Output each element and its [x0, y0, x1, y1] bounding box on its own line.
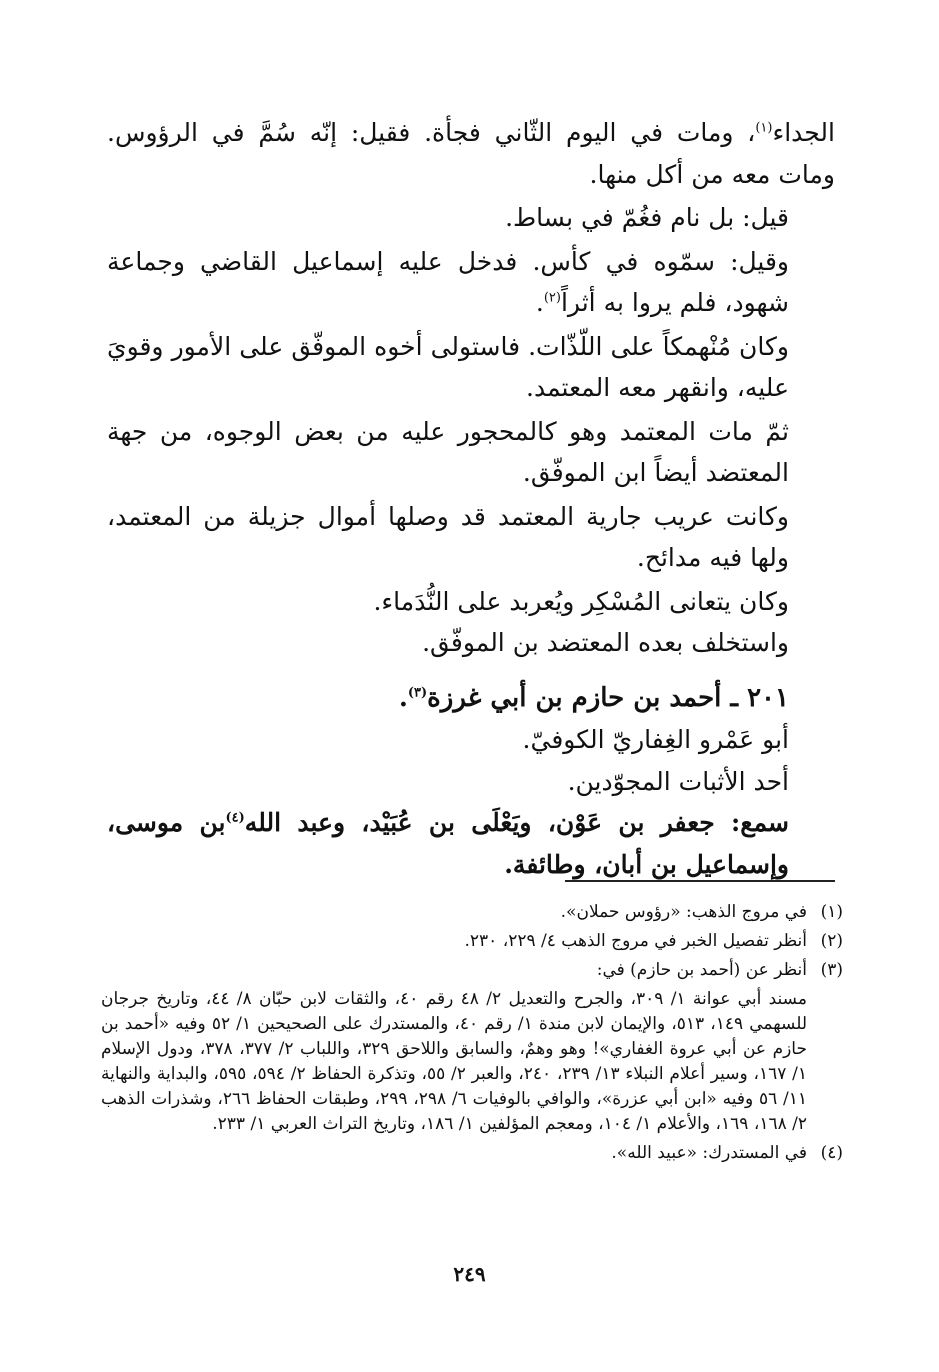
- footnote-ref-2: (٢): [543, 290, 561, 306]
- text-run: ، ومات في اليوم الثّاني فجأة. فقيل: إنّه سُمَّ في الرؤوس. ومات معه من أكل منها.: [107, 118, 835, 189]
- footnote-text: أنظر تفصيل الخبر في مروج الذهب ٤/ ٢٢٩، ٢٣٠.: [464, 931, 807, 951]
- footnote-ref-1: (١): [755, 120, 773, 136]
- footnote-number: (٤): [820, 1143, 843, 1163]
- text-run: الجداء: [772, 118, 835, 147]
- paragraph-2: قيل: بل نام فغُمّ في بساط.: [505, 203, 789, 232]
- text-run: بن موسى، وإسماعيل بن أبان، وطائفة.: [107, 808, 789, 879]
- footnote-2: [101, 929, 843, 954]
- paragraph-4: وكان مُنْهمكاً على اللّذّات. فاستولى أخوه الموفّق على الأمور وقويَ عليه، وانقهر معه المعتمد.: [107, 331, 789, 402]
- heading-text: ٢٠١ ـ أحمد بن حازم بن أبي غرزة: [427, 682, 789, 713]
- footnote-divider: [565, 880, 835, 882]
- biography-heading: [107, 678, 835, 720]
- footnote-ref-4: (٤): [225, 810, 245, 826]
- text-run: سمع: جعفر بن عَوْن، ويَعْلَى بن عُبَيْد، وعبد الله: [244, 808, 789, 837]
- paragraph-11: [107, 802, 835, 885]
- text-run: .: [398, 682, 408, 713]
- footnote-3: [101, 958, 843, 983]
- paragraph-9: أبو عَمْرو الغِفاريّ الكوفيّ.: [522, 725, 789, 754]
- paragraph-10: أحد الأثبات المجوّدين.: [567, 766, 789, 796]
- paragraph-3: [107, 241, 835, 324]
- footnote-1: [101, 900, 843, 925]
- paragraph-6: وكانت عريب جارية المعتمد قد وصلها أموال جزيلة من المعتمد، ولها فيه مدائح.: [107, 501, 789, 572]
- footnotes: [101, 900, 843, 1170]
- footnote-ref-3: (٣): [407, 684, 428, 700]
- paragraph-7: وكان يتعانى المُسْكِر ويُعربد على النُّدَماء.: [373, 586, 789, 616]
- page-number: ٢٤٩: [453, 1262, 486, 1286]
- footnote-number: (٢): [820, 931, 843, 951]
- footnote-text: في مروج الذهب: «رؤوس حملان».: [560, 902, 807, 922]
- text-run: .: [535, 288, 544, 317]
- paragraph-1: [107, 112, 835, 195]
- footnote-3-sources: مسند أبي عوانة ١/ ٣٠٩، والجرح والتعديل ٢/ ٤٨ رقم ٤٠، والثقات لابن حبّان ٨/ ٤٤، وتاريخ جرجان للسهمي ١٤٩، ٥١٣، والإيمان لابن مندة ١/ رقم ٤٠، والمستدرك على الصحيحين ١/ ٥٢ وفيه «أحمد بن حازم عن أبي عروة الغفاري»! وهو وهمٌ، والسابق واللاحق ٣٢٩، واللباب ٢/ ٣٧٧، ٣٧٨، ودول الإسلام ١/ ١٦٧، وسير أعلام النبلاء ١٣/ ٢٣٩، ٢٤٠، والعبر ٢/ ٥٥، وتذكرة الحفاظ ٢/ ٥٩٤، ٥٩٥، والبداية والنهاية ١١/ ٥٦ وفيه «ابن أبي عزرة»، والوافي بالوفيات ٦/ ٢٩٨، ٢٩٩، وطبقات الحفاظ ٢٦٦، وشذرات الذهب ٢/ ١٦٨، ١٦٩، والأعلام ١/ ١٠٤، ومعجم المؤلفين ١/ ١٨٦، وتاريخ التراث العربي ١/ ٢٣٣.: [101, 989, 808, 1134]
- footnote-4: [101, 1141, 843, 1166]
- paragraph-5: ثمّ مات المعتمد وهو كالمحجور عليه من بعض الوجوه، من جهة المعتضد أيضاً ابن الموفّق.: [107, 416, 789, 487]
- footnote-number: (٣): [820, 960, 843, 980]
- footnote-text: في المستدرك: «عبيد الله».: [611, 1143, 807, 1163]
- footnote-number: (١): [820, 902, 843, 922]
- text-run: وقيل: سمّوه في كأس. فدخل عليه إسماعيل القاضي وجماعة شهود، فلم يروا به أثراً: [107, 246, 789, 317]
- main-text: [107, 112, 835, 885]
- footnote-text: أنظر عن (أحمد بن حازم) في:: [596, 960, 807, 980]
- paragraph-8: واستخلف بعده المعتضد بن الموفّق.: [422, 628, 789, 657]
